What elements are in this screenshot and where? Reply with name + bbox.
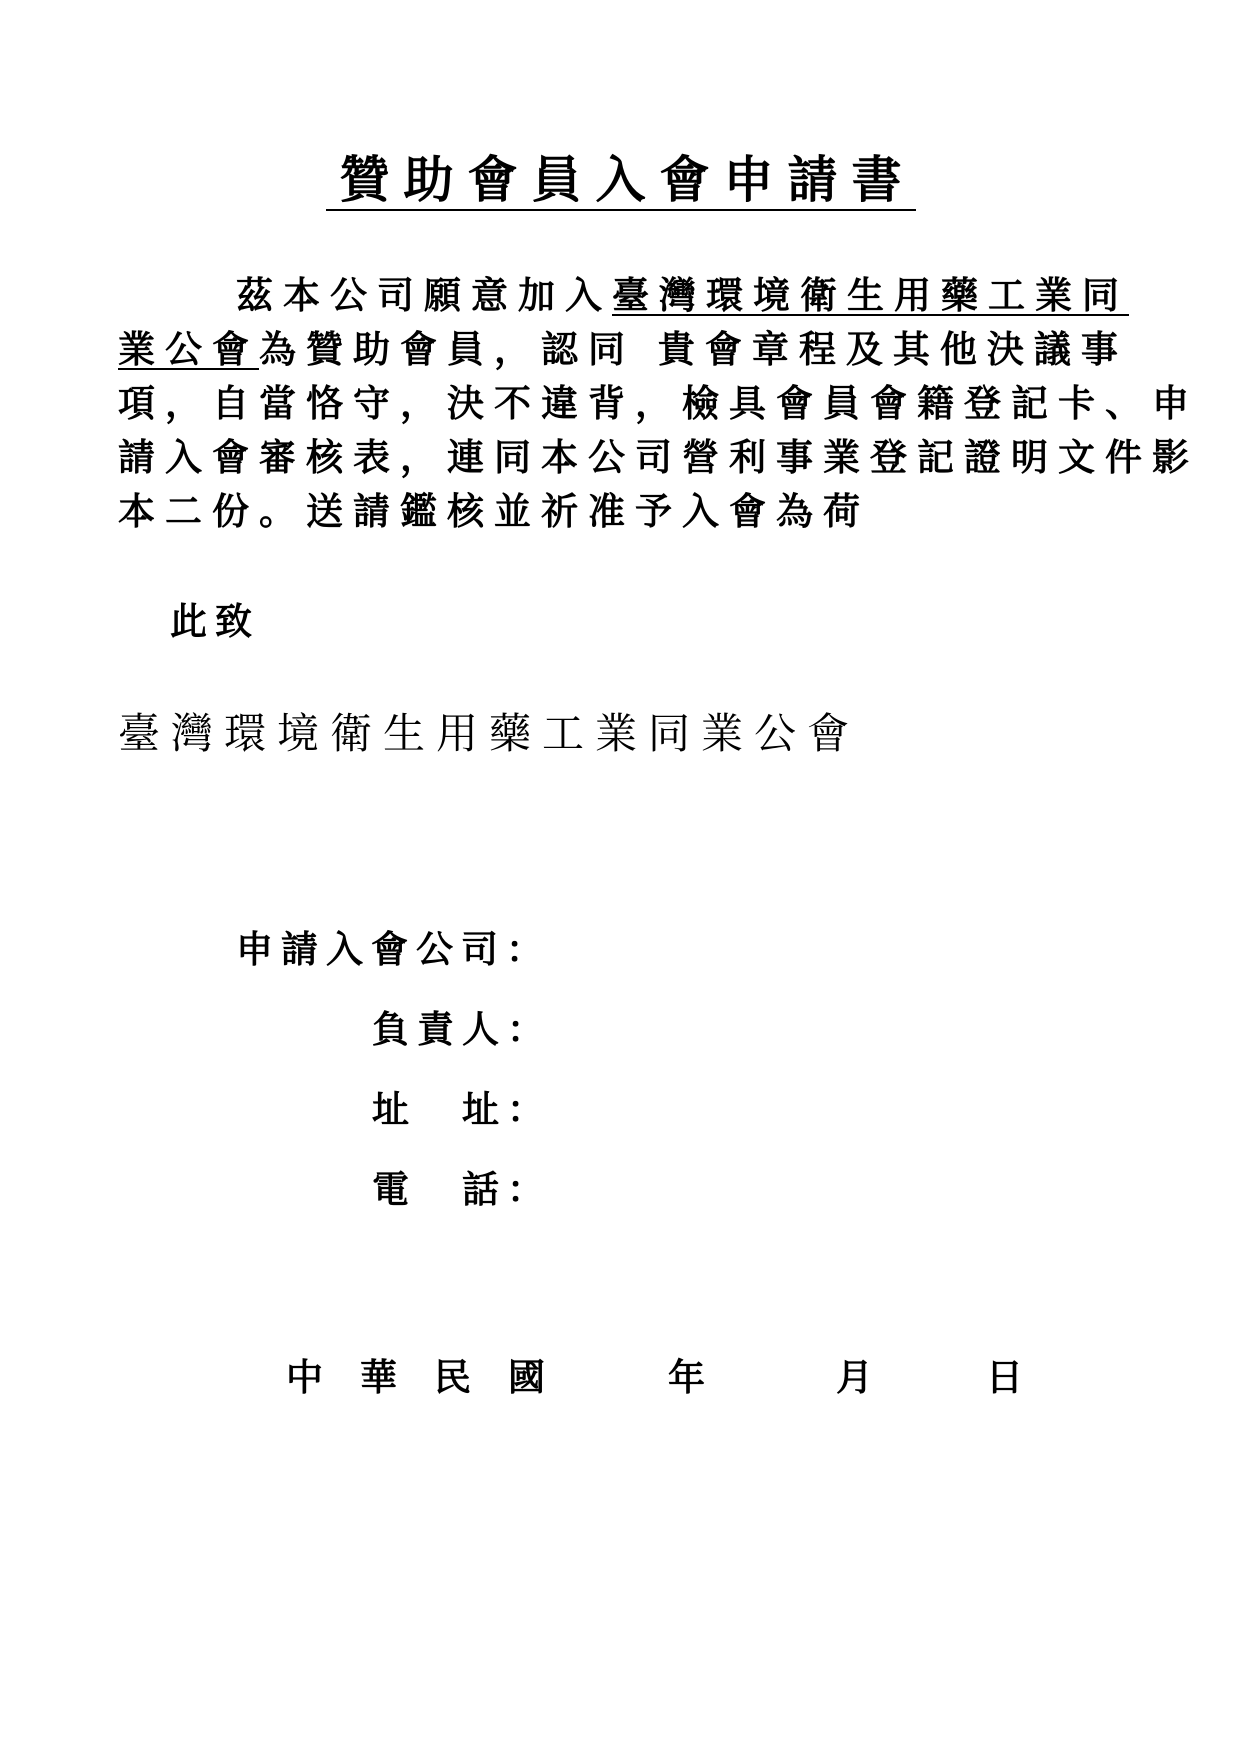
phone-colon: ： xyxy=(507,1168,544,1211)
association-name-underlined-part2: 業公會 xyxy=(118,328,259,371)
company-field xyxy=(236,926,543,974)
company-label: 申請入會公司 xyxy=(236,928,506,971)
body-line-4: 請入會審核表，連同本公司營利事業登記證明文件影 xyxy=(118,436,1199,479)
body-line-3: 項，自當恪守，決不違背，檢具會員會籍登記卡、申 xyxy=(118,382,1199,425)
person-label: 負責人 xyxy=(372,1008,507,1051)
body-line-1-text: 茲本公司願意加入 xyxy=(236,274,612,317)
document-title xyxy=(0,148,1241,212)
date-era: 中 華 民 國 xyxy=(286,1356,545,1399)
company-colon: ： xyxy=(506,928,543,971)
address-label: 址 址 xyxy=(372,1088,507,1131)
phone-field xyxy=(372,1166,544,1214)
date-year: 年 xyxy=(668,1356,705,1399)
person-field xyxy=(372,1006,544,1054)
address-field xyxy=(372,1086,544,1134)
person-colon: ： xyxy=(507,1008,544,1051)
association-name-underlined-part1: 臺灣環境衛生用藥工業同 xyxy=(612,274,1129,317)
recipient-name: 臺灣環境衛生用藥工業同業公會 xyxy=(118,709,861,758)
body-line-5: 本二份。送請鑑核並祈准予入會為荷 xyxy=(118,490,870,533)
document-title-text: 贊助會員入會申請書 xyxy=(326,151,916,211)
closing-salutation: 此致 xyxy=(170,600,260,643)
date-month: 月 xyxy=(836,1356,873,1399)
date-day: 日 xyxy=(986,1356,1023,1399)
phone-label: 電 話 xyxy=(372,1168,507,1211)
body-line-2 xyxy=(118,326,1128,374)
body-line-2-text: 為贊助會員，認同 貴會章程及其他決議事 xyxy=(259,328,1128,371)
address-colon: ： xyxy=(507,1088,544,1131)
body-line-1 xyxy=(236,272,1129,320)
